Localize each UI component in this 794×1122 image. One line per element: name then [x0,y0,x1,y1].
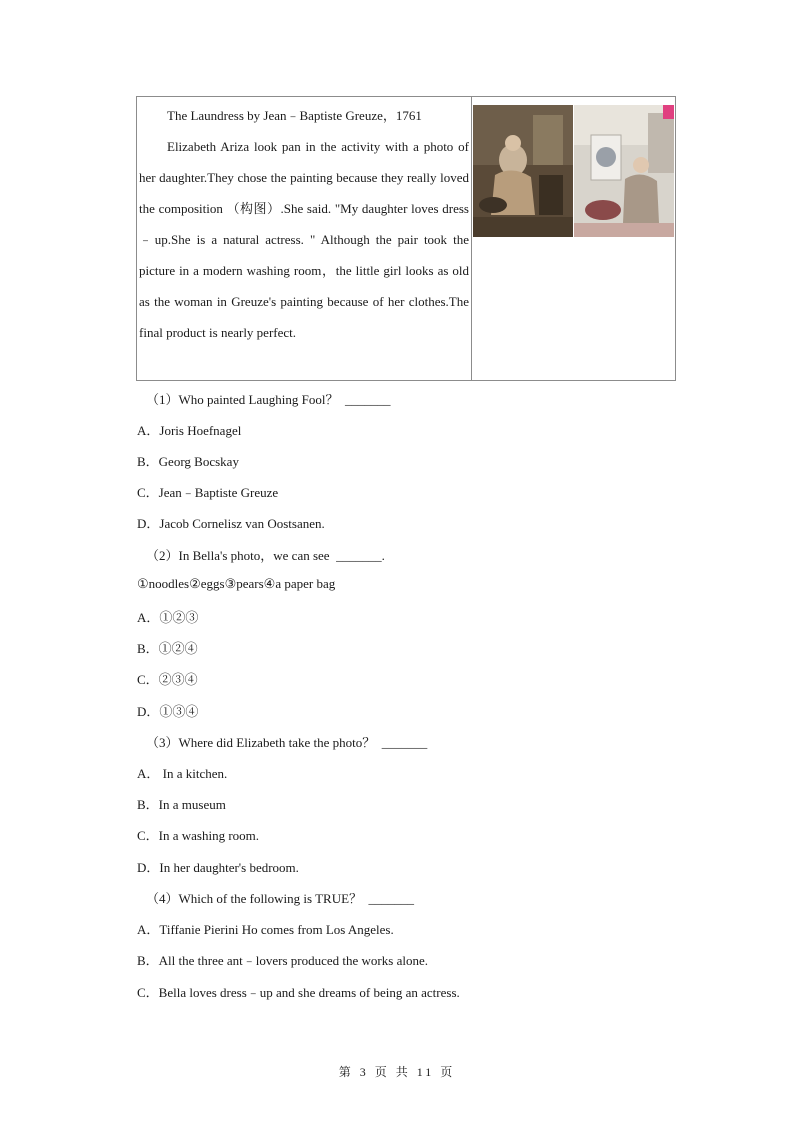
q2-choices-line: ①noodles②eggs③pears④a paper bag [137,576,336,591]
photo-image [574,105,674,237]
passage-title: The Laundress by Jean﹣Baptiste Greuze，1761 [167,108,422,123]
q1-option-d: D．Jacob Cornelisz van Oostsanen. [137,516,325,531]
q2-option-c: C．②③④ [137,672,198,687]
q4-option-c: C．Bella loves dress﹣up and she dreams of being an actress. [137,985,460,1000]
question-2-stem: （2）In Bella's photo，we can see _______. [146,548,385,563]
question-4-stem: （4）Which of the following is TRUE？ _______ [146,891,415,906]
q3-option-b: B．In a museum [137,797,226,812]
question-3-stem: （3）Where did Elizabeth take the photo？ _______ [146,735,428,750]
q1-option-b: B．Georg Bocskay [137,454,239,469]
passage-table [136,96,676,381]
photo-pair [473,105,674,237]
question-1-stem: （1）Who painted Laughing Fool？ _______ [146,392,391,407]
passage-text [139,100,469,348]
painting-image [473,105,573,237]
q3-option-a: A． In a kitchen. [137,766,228,781]
passage-body: Elizabeth Ariza look pan in the activity with a photo of her daughter.They chose the painting because they really loved the composition （构图）.She said. "My daughter loves dress﹣up.She is a natural actress. " Although the pair took the picture in a modern washing room，the little girl looks as old as the woman in Greuze's painting because of her clothes.The final product is nearly perfect. [139,139,469,340]
q2-option-b: B．①②④ [137,641,198,656]
q4-option-a: A．Tiffanie Pierini Ho comes from Los Angeles. [137,922,394,937]
q1-option-a: A．Joris Hoefnagel [137,423,242,438]
page-footer: 第 3 页 共 11 页 [338,1065,456,1079]
q2-option-a: A．①②③ [137,610,199,625]
q3-option-c: C．In a washing room. [137,828,260,843]
q1-option-c: C．Jean﹣Baptiste Greuze [137,485,279,500]
q3-option-d: D．In her daughter's bedroom. [137,860,299,875]
q4-option-b: B．All the three ant﹣lovers produced the works alone. [137,953,428,968]
q2-option-d: D．①③④ [137,704,199,719]
table-divider [471,97,472,380]
